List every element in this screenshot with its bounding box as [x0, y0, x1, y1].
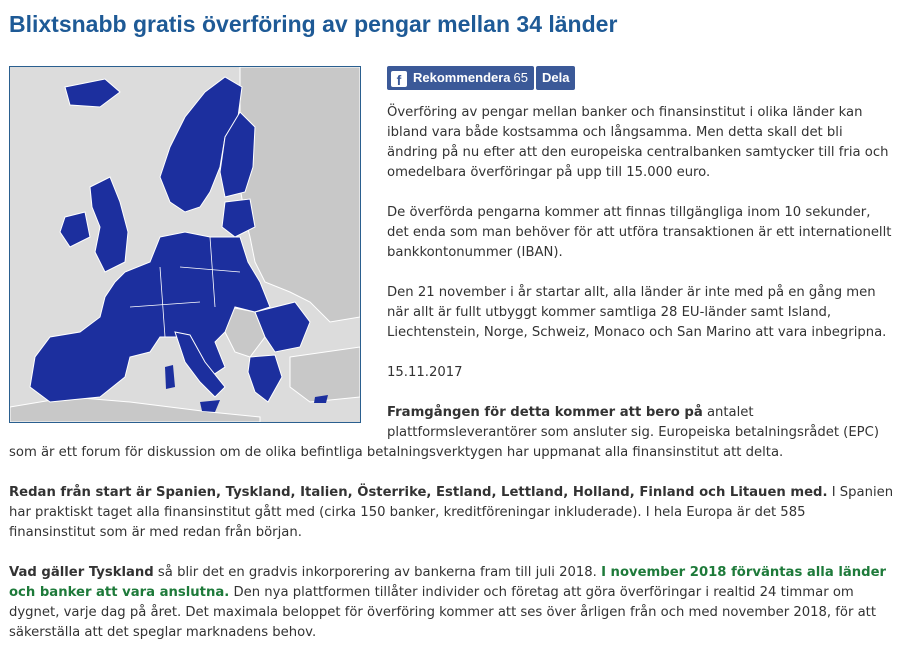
paragraph-4-bold: Framgången för detta kommer att bero på: [387, 405, 703, 420]
facebook-recommend-button[interactable]: [387, 66, 534, 90]
paragraph-1: Överföring av pengar mellan banker och finansinstitut i olika länder kan ibland vara både kostsamma och långsamma. Men detta skall det bli ändring på nu efter att den europeiska centralbanken samtycker till fria och omedelbara överföringar på upp till 15.000 euro.: [387, 105, 889, 180]
paragraph-5: [9, 483, 894, 543]
paragraph-6: [9, 563, 894, 643]
paragraph-6-rest: Den nya plattformen tillåter individer och företag att göra överföringar i realtid 24 timmar om dygnet, varje dag på året. Det maximala beloppet för överföring kommer att ses över årligen från och med november 2018, för att säkerställa att det speglar marknadens behov.: [9, 585, 877, 640]
article: [9, 66, 894, 663]
europe-map-image: [9, 66, 361, 423]
facebook-share-button[interactable]: Dela: [536, 66, 575, 90]
europe-map-svg: [10, 67, 360, 422]
facebook-icon: f: [391, 71, 407, 87]
paragraph-6-bold: Vad gäller Tyskland: [9, 565, 154, 580]
paragraph-5-text: I Spanien har praktiskt taget alla finansinstitut gått med (cirka 150 banker, kreditföreningar inkluderade). I hela Europa är det 585 finansinstitut som är med redan från början.: [9, 485, 894, 540]
paragraph-6-highlight: I november 2018 förväntas alla länder och banker att vara anslutna.: [9, 565, 887, 600]
paragraph-4-text: antalet plattformsleverantörer som ansluter sig. Europeiska betalningsrådet (EPC) som är ett forum för diskussion om de olika befintliga betalningsverktygen har uppmanat alla finansinstitut att delta.: [9, 405, 879, 460]
paragraph-2: De överförda pengarna kommer att finnas tillgängliga inom 10 sekunder, det enda som man behöver för att utföra transaktionen är ett internationellt bankkontonummer (IBAN).: [387, 205, 892, 260]
recommend-label: Rekommendera: [413, 70, 511, 85]
publish-date: 15.11.2017: [387, 365, 463, 380]
page-title: Blixtsnabb gratis överföring av pengar mellan 34 länder: [9, 11, 618, 37]
paragraph-5-bold: Redan från start är Spanien, Tyskland, Italien, Österrike, Estland, Lettland, Holland, Finland och Litauen med.: [9, 485, 828, 500]
paragraph-3: Den 21 november i år startar allt, alla länder är inte med på en gång men när allt är fullt utbyggt kommer samtliga 28 EU-länder samt Island, Liechtenstein, Norge, Schweiz, Monaco och San Marino att vara inbegripna.: [387, 285, 887, 340]
recommend-count: 65: [513, 70, 529, 85]
paragraph-6-text: så blir det en gradvis inkorporering av bankerna fram till juli 2018.: [153, 565, 602, 580]
